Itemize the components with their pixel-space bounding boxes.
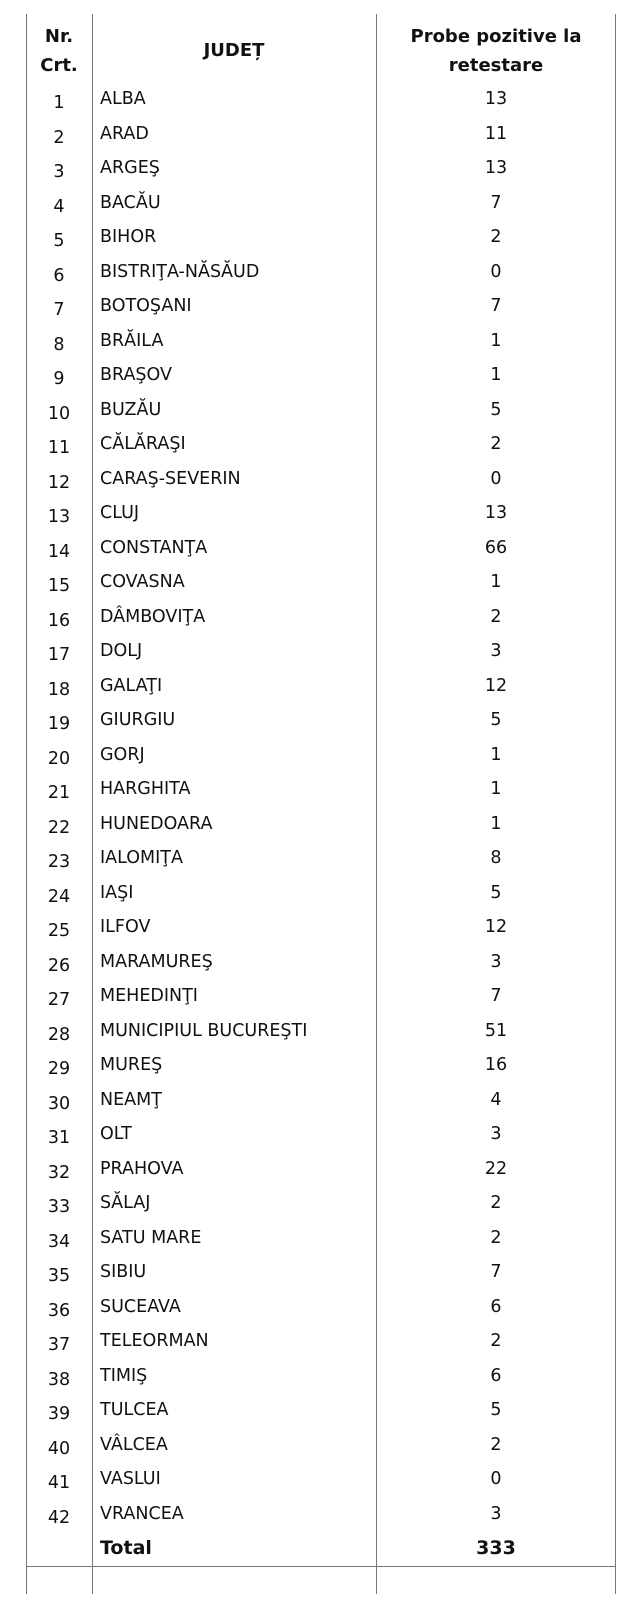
positive-count: 0 (490, 261, 502, 282)
positive-count: 1 (490, 779, 502, 800)
positive-count: 3 (490, 951, 502, 972)
row-number: 34 (47, 1231, 71, 1252)
row-number: 14 (47, 541, 71, 562)
total-label: Total (100, 1537, 152, 1560)
positive-count: 11 (484, 123, 508, 144)
row-number: 37 (47, 1335, 71, 1356)
table-row (26, 1221, 616, 1256)
row-number: 7 (53, 300, 65, 321)
positive-count: 16 (484, 1055, 508, 1076)
row-number: 26 (47, 955, 71, 976)
positive-count: 5 (490, 399, 502, 420)
table-row (26, 876, 616, 911)
table-row (26, 186, 616, 221)
row-number: 10 (47, 403, 71, 424)
table-row (26, 600, 616, 635)
county-name: COVASNA (100, 572, 185, 593)
row-number: 35 (47, 1266, 71, 1287)
positive-count: 3 (490, 1124, 502, 1145)
row-number: 16 (47, 610, 71, 631)
table-row (26, 772, 616, 807)
row-number: 29 (47, 1059, 71, 1080)
header-nr-crt: Nr. Crt. (40, 25, 78, 76)
county-name: CONSTANŢA (100, 537, 208, 558)
county-name: BACĂU (100, 192, 161, 213)
county-name: ARGEŞ (100, 158, 160, 179)
table-row (26, 151, 616, 186)
county-name: MEHEDINŢI (100, 986, 198, 1007)
county-name: CLUJ (100, 503, 140, 524)
row-number: 24 (47, 886, 71, 907)
row-number: 32 (47, 1162, 71, 1183)
table-row (26, 427, 616, 462)
table-bottom-border (26, 1566, 616, 1567)
table-row (26, 841, 616, 876)
positive-count: 13 (484, 158, 508, 179)
table-row (26, 1324, 616, 1359)
positive-count: 5 (490, 710, 502, 731)
county-name: ILFOV (100, 917, 151, 938)
county-name: ALBA (100, 89, 146, 110)
county-name: BISTRIŢA-NĂSĂUD (100, 261, 260, 282)
row-number: 2 (53, 127, 65, 148)
table-row (26, 945, 616, 980)
county-name: TIMIŞ (100, 1365, 148, 1386)
row-number: 28 (47, 1024, 71, 1045)
row-number: 21 (47, 783, 71, 804)
county-name: DÂMBOVIŢA (100, 606, 206, 627)
table-row (26, 1290, 616, 1325)
positive-count: 2 (490, 1331, 502, 1352)
positive-count: 2 (490, 1227, 502, 1248)
table-row (26, 289, 616, 324)
county-name: IAŞI (100, 882, 134, 903)
positive-count: 5 (490, 1400, 502, 1421)
positive-count: 6 (490, 1296, 502, 1317)
table-row (26, 255, 616, 290)
county-name: IALOMIŢA (100, 848, 183, 869)
row-number: 31 (47, 1128, 71, 1149)
county-name: DOLJ (100, 641, 143, 662)
positive-count: 0 (490, 1469, 502, 1490)
table-row (26, 462, 616, 497)
table-row (26, 1393, 616, 1428)
row-number: 36 (47, 1300, 71, 1321)
total-count: 333 (476, 1537, 516, 1560)
county-name: GORJ (100, 744, 145, 765)
header-county: JUDEȚ (203, 40, 265, 61)
row-number: 12 (47, 472, 71, 493)
county-name: MARAMUREŞ (100, 951, 213, 972)
positive-count: 12 (484, 917, 508, 938)
row-number: 20 (47, 748, 71, 769)
row-number: 39 (47, 1404, 71, 1425)
table-row (26, 1152, 616, 1187)
positive-count: 4 (490, 1089, 502, 1110)
positive-count: 3 (490, 1503, 502, 1524)
county-name: BRĂILA (100, 330, 164, 351)
row-number: 17 (47, 645, 71, 666)
table-row (26, 1186, 616, 1221)
positive-count: 22 (484, 1158, 508, 1179)
positive-count: 2 (490, 434, 502, 455)
header-positive-retests: Probe pozitive la retestare (410, 25, 582, 76)
county-name: VÂLCEA (100, 1434, 168, 1455)
table-row (26, 1497, 616, 1532)
row-number: 41 (47, 1473, 71, 1494)
county-name: HARGHITA (100, 779, 191, 800)
row-number: 22 (47, 817, 71, 838)
county-name: SUCEAVA (100, 1296, 181, 1317)
county-name: MUREŞ (100, 1055, 163, 1076)
positive-count: 13 (484, 89, 508, 110)
table-row (26, 1083, 616, 1118)
row-number: 42 (47, 1507, 71, 1528)
positive-count: 51 (484, 1020, 508, 1041)
table-row (26, 669, 616, 704)
table-row (26, 1117, 616, 1152)
row-number: 3 (53, 162, 65, 183)
table-row (26, 82, 616, 117)
table-row (26, 531, 616, 566)
row-number: 15 (47, 576, 71, 597)
table-row (26, 979, 616, 1014)
table-row (26, 703, 616, 738)
row-number: 38 (47, 1369, 71, 1390)
positive-count: 7 (490, 1262, 502, 1283)
county-name: SIBIU (100, 1262, 147, 1283)
table-row (26, 324, 616, 359)
positive-count: 0 (490, 468, 502, 489)
row-number: 5 (53, 231, 65, 252)
positive-count: 1 (490, 744, 502, 765)
table-row (26, 1462, 616, 1497)
row-number: 33 (47, 1197, 71, 1218)
row-number: 18 (47, 679, 71, 700)
positive-count: 1 (490, 572, 502, 593)
county-name: PRAHOVA (100, 1158, 184, 1179)
positive-count: 2 (490, 606, 502, 627)
positive-count: 1 (490, 365, 502, 386)
county-name: TELEORMAN (100, 1331, 209, 1352)
total-row (26, 1531, 616, 1566)
county-name: SĂLAJ (100, 1193, 151, 1214)
positive-count: 66 (484, 537, 508, 558)
table-row (26, 220, 616, 255)
positive-count: 1 (490, 813, 502, 834)
positive-count: 8 (490, 848, 502, 869)
table-row (26, 1428, 616, 1463)
positive-count: 5 (490, 882, 502, 903)
county-name: BUZĂU (100, 399, 162, 420)
county-name: BIHOR (100, 227, 157, 248)
positive-count: 13 (484, 503, 508, 524)
county-name: GIURGIU (100, 710, 176, 731)
county-name: BOTOŞANI (100, 296, 192, 317)
county-name: CARAŞ-SEVERIN (100, 468, 241, 489)
table-row (26, 1014, 616, 1049)
county-name: OLT (100, 1124, 132, 1145)
county-name: HUNEDOARA (100, 813, 213, 834)
table-row (26, 807, 616, 842)
positive-count: 1 (490, 330, 502, 351)
table-row (26, 910, 616, 945)
table-row (26, 1359, 616, 1394)
county-name: VRANCEA (100, 1503, 184, 1524)
table-row (26, 1255, 616, 1290)
county-name: ARAD (100, 123, 149, 144)
county-name: NEAMŢ (100, 1089, 162, 1110)
county-name: MUNICIPIUL BUCUREŞTI (100, 1020, 308, 1041)
table-row (26, 496, 616, 531)
positive-count: 12 (484, 675, 508, 696)
positive-count: 2 (490, 227, 502, 248)
row-number: 8 (53, 334, 65, 355)
table-row (26, 117, 616, 152)
table-row (26, 565, 616, 600)
positive-count: 2 (490, 1193, 502, 1214)
positive-count: 7 (490, 192, 502, 213)
positive-count: 6 (490, 1365, 502, 1386)
row-number: 23 (47, 852, 71, 873)
positive-count: 7 (490, 296, 502, 317)
row-number: 13 (47, 507, 71, 528)
row-number: 40 (47, 1438, 71, 1459)
row-number: 1 (53, 93, 65, 114)
county-name: GALAŢI (100, 675, 163, 696)
row-number: 4 (53, 196, 65, 217)
positive-count: 7 (490, 986, 502, 1007)
row-number: 9 (53, 369, 65, 390)
county-name: SATU MARE (100, 1227, 202, 1248)
county-name: BRAŞOV (100, 365, 172, 386)
row-number: 25 (47, 921, 71, 942)
row-number: 19 (47, 714, 71, 735)
table-row (26, 358, 616, 393)
table-row (26, 393, 616, 428)
table-row (26, 1048, 616, 1083)
row-number: 11 (47, 438, 71, 459)
row-number: 6 (53, 265, 65, 286)
row-number: 30 (47, 1093, 71, 1114)
county-name: CĂLĂRAŞI (100, 434, 186, 455)
positive-count: 3 (490, 641, 502, 662)
table-row (26, 634, 616, 669)
county-name: TULCEA (100, 1400, 169, 1421)
county-name: VASLUI (100, 1469, 161, 1490)
positive-count: 2 (490, 1434, 502, 1455)
row-number: 27 (47, 990, 71, 1011)
table-row (26, 738, 616, 773)
